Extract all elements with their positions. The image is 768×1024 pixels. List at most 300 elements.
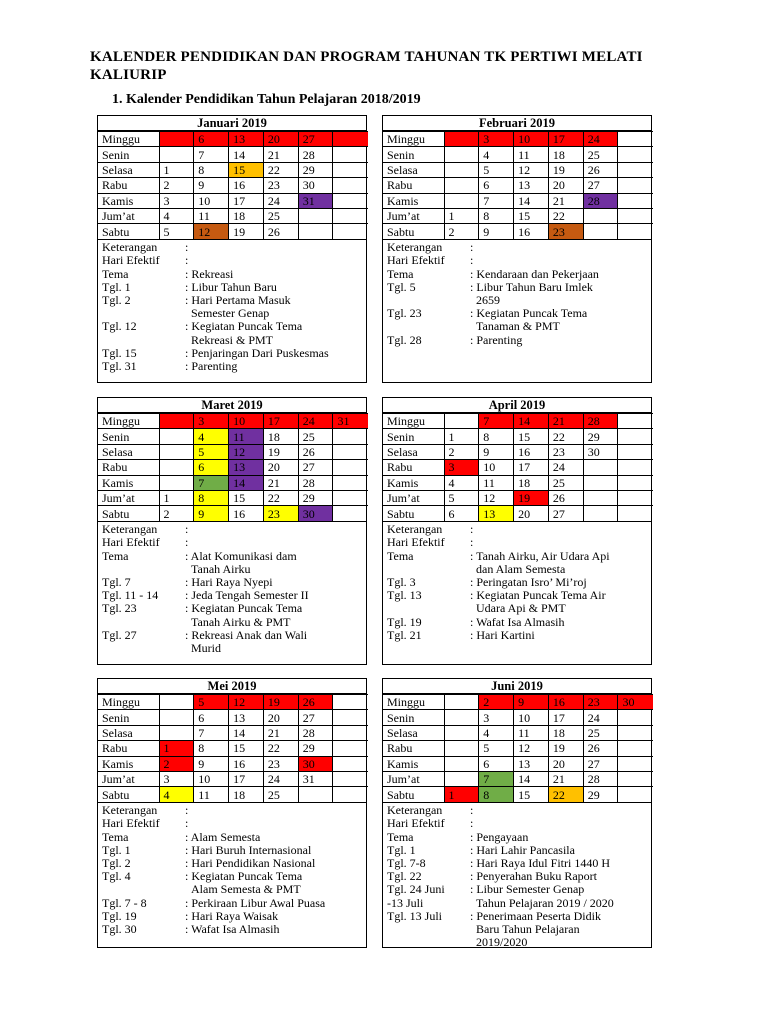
note-value: : Penyerahan Buku Raport bbox=[470, 869, 597, 884]
note-key: Tgl. 1 bbox=[387, 842, 416, 857]
date-cell: 25 bbox=[298, 429, 333, 444]
week-row bbox=[383, 725, 653, 740]
month-table bbox=[98, 413, 368, 521]
date-cell: 15 bbox=[229, 741, 264, 756]
week-row bbox=[98, 725, 368, 740]
month-table bbox=[98, 131, 368, 239]
date-cell: 26 bbox=[583, 741, 618, 756]
week-row bbox=[383, 787, 653, 802]
note-key: Keterangan bbox=[102, 240, 158, 255]
week-row bbox=[383, 178, 653, 193]
date-cell: 16 bbox=[514, 444, 549, 459]
date-cell: 28 bbox=[583, 771, 618, 786]
date-cell: 14 bbox=[514, 771, 549, 786]
note-value: : Wafat Isa Almasih bbox=[470, 614, 565, 629]
week-row bbox=[383, 414, 653, 429]
date-cell: 4 bbox=[444, 475, 479, 490]
date-cell: 14 bbox=[229, 725, 264, 740]
date-cell: 29 bbox=[298, 741, 333, 756]
week-row bbox=[98, 162, 368, 177]
note-key: Tgl. 22 bbox=[387, 869, 422, 884]
day-label: Sabtu bbox=[98, 506, 159, 521]
week-row bbox=[383, 490, 653, 505]
date-cell: 14 bbox=[514, 193, 549, 208]
date-cell: 28 bbox=[298, 147, 333, 162]
day-label: Rabu bbox=[98, 460, 159, 475]
date-cell: 24 bbox=[548, 460, 583, 475]
date-cell: 2 bbox=[479, 695, 514, 710]
note-key: Tgl. 7 - 8 bbox=[102, 895, 147, 910]
note-value: : Hari Raya Nyepi bbox=[185, 575, 273, 590]
date-cell: 26 bbox=[583, 162, 618, 177]
date-cell: 26 bbox=[263, 224, 298, 239]
day-label: Jum’at bbox=[98, 490, 159, 505]
date-cell: 5 bbox=[444, 490, 479, 505]
date-cell bbox=[159, 147, 194, 162]
day-label: Jum’at bbox=[98, 208, 159, 223]
date-cell bbox=[444, 193, 479, 208]
date-cell: 3 bbox=[479, 710, 514, 725]
date-cell bbox=[444, 178, 479, 193]
note-value: : Kegiatan Puncak Tema Tanah Airku & PMT bbox=[185, 601, 303, 629]
date-cell bbox=[333, 147, 368, 162]
date-cell: 5 bbox=[194, 444, 229, 459]
date-cell bbox=[333, 490, 368, 505]
date-cell: 1 bbox=[159, 162, 194, 177]
day-label: Senin bbox=[98, 147, 159, 162]
date-cell: 21 bbox=[263, 725, 298, 740]
date-cell: 26 bbox=[298, 444, 333, 459]
date-cell: 30 bbox=[618, 695, 653, 710]
date-cell: 20 bbox=[548, 756, 583, 771]
week-row bbox=[383, 147, 653, 162]
day-label: Rabu bbox=[383, 178, 444, 193]
note-value: : Peringatan Isro’ Mi’roj bbox=[470, 575, 587, 590]
day-label: Jum’at bbox=[383, 208, 444, 223]
date-cell: 13 bbox=[229, 132, 264, 147]
week-row bbox=[383, 756, 653, 771]
date-cell bbox=[333, 224, 368, 239]
date-cell: 29 bbox=[298, 162, 333, 177]
date-cell: 15 bbox=[229, 490, 264, 505]
note-value: : Alam Semesta bbox=[185, 829, 261, 844]
date-cell: 1 bbox=[444, 208, 479, 223]
note-value: : bbox=[470, 253, 474, 268]
day-label: Kamis bbox=[383, 756, 444, 771]
date-cell bbox=[333, 710, 368, 725]
date-cell: 20 bbox=[263, 132, 298, 147]
date-cell: 22 bbox=[263, 490, 298, 505]
day-label: Minggu bbox=[98, 695, 159, 710]
note-value: : Parenting bbox=[470, 332, 523, 347]
day-label: Selasa bbox=[383, 725, 444, 740]
month-table bbox=[383, 131, 653, 239]
date-cell: 10 bbox=[194, 771, 229, 786]
month-notes bbox=[383, 521, 651, 644]
note-key: Keterangan bbox=[387, 522, 443, 537]
note-row bbox=[387, 307, 647, 333]
note-key: Tgl. 3 bbox=[387, 575, 416, 590]
week-row bbox=[98, 475, 368, 490]
week-row bbox=[383, 429, 653, 444]
date-cell: 22 bbox=[548, 429, 583, 444]
week-row bbox=[383, 771, 653, 786]
week-row bbox=[383, 460, 653, 475]
month-calendar bbox=[382, 678, 652, 948]
date-cell bbox=[444, 741, 479, 756]
date-cell bbox=[583, 208, 618, 223]
date-cell: 10 bbox=[479, 460, 514, 475]
date-cell: 11 bbox=[229, 429, 264, 444]
note-key: Hari Efektif bbox=[102, 816, 160, 831]
day-label: Selasa bbox=[98, 725, 159, 740]
note-key: Tgl. 1 bbox=[102, 842, 131, 857]
week-row bbox=[383, 132, 653, 147]
week-row bbox=[383, 224, 653, 239]
note-key: Tgl. 28 bbox=[387, 332, 422, 347]
day-label: Senin bbox=[383, 429, 444, 444]
date-cell: 16 bbox=[514, 224, 549, 239]
date-cell: 3 bbox=[194, 414, 229, 429]
date-cell: 27 bbox=[548, 506, 583, 521]
date-cell: 13 bbox=[229, 460, 264, 475]
date-cell: 8 bbox=[479, 787, 514, 802]
date-cell: 12 bbox=[194, 224, 229, 239]
date-cell: 28 bbox=[583, 414, 618, 429]
day-label: Kamis bbox=[98, 193, 159, 208]
date-cell: 20 bbox=[548, 178, 583, 193]
date-cell: 13 bbox=[514, 178, 549, 193]
date-cell: 17 bbox=[548, 132, 583, 147]
date-cell: 3 bbox=[444, 460, 479, 475]
note-value: : bbox=[185, 803, 189, 818]
note-row bbox=[102, 923, 362, 936]
note-key: Tgl. 7-8 bbox=[387, 856, 426, 871]
date-cell: 21 bbox=[548, 771, 583, 786]
note-value: : Kendaraan dan Pekerjaan bbox=[470, 266, 599, 281]
day-label: Minggu bbox=[98, 414, 159, 429]
date-cell: 24 bbox=[583, 132, 618, 147]
date-cell bbox=[618, 710, 653, 725]
date-cell: 9 bbox=[194, 178, 229, 193]
date-cell: 27 bbox=[583, 756, 618, 771]
note-value: : Kegiatan Puncak Tema Rekreasi & PMT bbox=[185, 319, 303, 347]
note-value: : bbox=[470, 522, 474, 537]
date-cell: 13 bbox=[479, 506, 514, 521]
month-calendar bbox=[97, 678, 367, 948]
date-cell bbox=[618, 147, 653, 162]
date-cell bbox=[159, 132, 194, 147]
note-row bbox=[102, 550, 362, 576]
date-cell: 27 bbox=[298, 460, 333, 475]
date-cell: 18 bbox=[229, 208, 264, 223]
date-cell: 12 bbox=[514, 162, 549, 177]
note-key: Tgl. 31 bbox=[102, 359, 137, 374]
date-cell: 17 bbox=[548, 710, 583, 725]
note-row bbox=[387, 817, 647, 830]
note-key: Tgl. 2 bbox=[102, 856, 131, 871]
date-cell: 9 bbox=[194, 506, 229, 521]
date-cell: 22 bbox=[263, 741, 298, 756]
day-label: Selasa bbox=[98, 444, 159, 459]
note-key: Tgl. 7 bbox=[102, 575, 131, 590]
date-cell bbox=[333, 475, 368, 490]
date-cell: 29 bbox=[298, 490, 333, 505]
date-cell: 21 bbox=[548, 193, 583, 208]
date-cell: 10 bbox=[514, 710, 549, 725]
note-row bbox=[387, 281, 647, 307]
date-cell: 14 bbox=[229, 147, 264, 162]
date-cell: 4 bbox=[159, 787, 194, 802]
date-cell bbox=[618, 787, 653, 802]
date-cell: 6 bbox=[479, 756, 514, 771]
day-label: Jum’at bbox=[98, 771, 159, 786]
note-row bbox=[387, 268, 647, 281]
note-value: : bbox=[470, 535, 474, 550]
date-cell: 7 bbox=[194, 725, 229, 740]
date-cell: 22 bbox=[548, 208, 583, 223]
note-row bbox=[102, 831, 362, 844]
note-row bbox=[387, 629, 647, 642]
date-cell: 18 bbox=[514, 475, 549, 490]
note-row bbox=[102, 897, 362, 910]
week-row bbox=[98, 771, 368, 786]
note-value: : Wafat Isa Almasih bbox=[185, 922, 280, 937]
note-key: Tgl. 5 bbox=[387, 279, 416, 294]
day-label: Selasa bbox=[98, 162, 159, 177]
note-value: : Penjaringan Dari Puskesmas bbox=[185, 345, 329, 360]
note-key: Tgl. 2 bbox=[102, 293, 131, 308]
day-label: Minggu bbox=[98, 132, 159, 147]
note-row bbox=[387, 536, 647, 549]
day-label: Sabtu bbox=[383, 787, 444, 802]
note-row bbox=[387, 254, 647, 267]
date-cell: 17 bbox=[229, 193, 264, 208]
date-cell: 11 bbox=[194, 787, 229, 802]
date-cell: 8 bbox=[194, 490, 229, 505]
note-key: Tema bbox=[387, 829, 414, 844]
week-row bbox=[98, 444, 368, 459]
note-key: Keterangan bbox=[387, 240, 443, 255]
note-row bbox=[102, 629, 362, 655]
note-row bbox=[102, 817, 362, 830]
date-cell: 2 bbox=[159, 178, 194, 193]
day-label: Minggu bbox=[383, 132, 444, 147]
date-cell: 22 bbox=[263, 162, 298, 177]
date-cell: 16 bbox=[229, 178, 264, 193]
month-notes bbox=[383, 802, 651, 951]
note-value: : bbox=[470, 816, 474, 831]
week-row bbox=[98, 429, 368, 444]
date-cell bbox=[333, 208, 368, 223]
week-row bbox=[98, 147, 368, 162]
note-value: : Hari Kartini bbox=[470, 627, 535, 642]
note-key: Tgl. 23 bbox=[387, 306, 422, 321]
date-cell bbox=[583, 506, 618, 521]
week-row bbox=[383, 506, 653, 521]
date-cell: 26 bbox=[298, 695, 333, 710]
week-row bbox=[98, 787, 368, 802]
note-value: : Perkiraan Libur Awal Puasa bbox=[185, 895, 326, 910]
date-cell bbox=[618, 475, 653, 490]
date-cell: 9 bbox=[514, 695, 549, 710]
note-key: Tgl. 19 bbox=[102, 908, 137, 923]
date-cell: 5 bbox=[194, 695, 229, 710]
date-cell bbox=[159, 444, 194, 459]
date-cell bbox=[444, 756, 479, 771]
date-cell: 26 bbox=[548, 490, 583, 505]
date-cell: 8 bbox=[194, 741, 229, 756]
date-cell bbox=[159, 710, 194, 725]
date-cell bbox=[444, 771, 479, 786]
date-cell: 23 bbox=[263, 506, 298, 521]
month-table bbox=[383, 413, 653, 521]
week-row bbox=[98, 710, 368, 725]
date-cell bbox=[298, 224, 333, 239]
note-value: : Rekreasi bbox=[185, 266, 234, 281]
month-notes bbox=[98, 521, 366, 657]
note-key: Tgl. 12 bbox=[102, 319, 137, 334]
day-label: Sabtu bbox=[98, 224, 159, 239]
note-value: : bbox=[470, 240, 474, 255]
note-key: Tgl. 15 bbox=[102, 345, 137, 360]
date-cell: 15 bbox=[514, 787, 549, 802]
month-title: Mei 2019 bbox=[98, 679, 366, 694]
week-row bbox=[383, 193, 653, 208]
month-notes bbox=[98, 802, 366, 938]
date-cell bbox=[618, 132, 653, 147]
date-cell bbox=[159, 414, 194, 429]
date-cell: 14 bbox=[514, 414, 549, 429]
note-value: : Hari Raya Waisak bbox=[185, 908, 279, 923]
day-label: Senin bbox=[383, 147, 444, 162]
date-cell: 23 bbox=[263, 756, 298, 771]
date-cell bbox=[333, 460, 368, 475]
date-cell bbox=[333, 193, 368, 208]
date-cell: 31 bbox=[333, 414, 368, 429]
date-cell: 11 bbox=[514, 725, 549, 740]
note-value: : bbox=[185, 240, 189, 255]
week-row bbox=[98, 506, 368, 521]
date-cell: 20 bbox=[514, 506, 549, 521]
day-label: Rabu bbox=[98, 178, 159, 193]
note-value: : Hari Pendidikan Nasional bbox=[185, 856, 316, 871]
date-cell: 6 bbox=[444, 506, 479, 521]
note-key: Keterangan bbox=[387, 803, 443, 818]
day-label: Minggu bbox=[383, 414, 444, 429]
date-cell: 14 bbox=[229, 475, 264, 490]
date-cell bbox=[583, 475, 618, 490]
date-cell bbox=[444, 414, 479, 429]
date-cell bbox=[618, 224, 653, 239]
date-cell bbox=[333, 429, 368, 444]
day-label: Jum’at bbox=[383, 490, 444, 505]
month-title: Februari 2019 bbox=[383, 116, 651, 131]
date-cell: 20 bbox=[263, 460, 298, 475]
day-label: Selasa bbox=[383, 162, 444, 177]
week-row bbox=[98, 208, 368, 223]
date-cell: 12 bbox=[514, 741, 549, 756]
date-cell bbox=[444, 147, 479, 162]
note-key: -13 Juli bbox=[387, 895, 424, 910]
day-label: Jum’at bbox=[383, 771, 444, 786]
date-cell bbox=[298, 208, 333, 223]
date-cell: 24 bbox=[263, 771, 298, 786]
date-cell: 10 bbox=[229, 414, 264, 429]
note-key: Tema bbox=[102, 548, 129, 563]
date-cell: 19 bbox=[548, 162, 583, 177]
note-key: Tema bbox=[102, 266, 129, 281]
day-label: Senin bbox=[98, 429, 159, 444]
date-cell bbox=[618, 178, 653, 193]
week-row bbox=[98, 132, 368, 147]
date-cell: 31 bbox=[298, 771, 333, 786]
note-row bbox=[102, 870, 362, 896]
note-row bbox=[387, 334, 647, 347]
note-key: Tgl. 27 bbox=[102, 627, 137, 642]
date-cell: 31 bbox=[298, 193, 333, 208]
date-cell: 2 bbox=[444, 224, 479, 239]
month-calendar bbox=[97, 397, 367, 665]
month-table bbox=[383, 694, 653, 802]
date-cell bbox=[618, 162, 653, 177]
day-label: Kamis bbox=[98, 756, 159, 771]
note-key: Tema bbox=[387, 548, 414, 563]
date-cell: 7 bbox=[194, 475, 229, 490]
date-cell: 8 bbox=[194, 162, 229, 177]
document-title: KALENDER PENDIDIKAN DAN PROGRAM TAHUNAN TK PERTIWI MELATI KALIURIP bbox=[90, 49, 643, 83]
week-row bbox=[98, 756, 368, 771]
week-row bbox=[383, 475, 653, 490]
date-cell: 4 bbox=[479, 147, 514, 162]
week-row bbox=[98, 460, 368, 475]
note-key: Tgl. 1 bbox=[102, 279, 131, 294]
date-cell bbox=[444, 725, 479, 740]
date-cell bbox=[618, 193, 653, 208]
date-cell: 13 bbox=[229, 710, 264, 725]
date-cell: 16 bbox=[548, 695, 583, 710]
week-row bbox=[383, 710, 653, 725]
date-cell: 18 bbox=[548, 147, 583, 162]
note-key: Tgl. 30 bbox=[102, 922, 137, 937]
date-cell bbox=[159, 429, 194, 444]
date-cell: 18 bbox=[548, 725, 583, 740]
date-cell: 24 bbox=[298, 414, 333, 429]
date-cell: 27 bbox=[583, 178, 618, 193]
day-label: Sabtu bbox=[383, 224, 444, 239]
week-row bbox=[383, 162, 653, 177]
date-cell: 28 bbox=[298, 475, 333, 490]
week-row bbox=[98, 695, 368, 710]
note-value: : Tanah Airku, Air Udara Api dan Alam Semesta bbox=[470, 548, 610, 576]
date-cell bbox=[618, 490, 653, 505]
date-cell: 6 bbox=[194, 132, 229, 147]
date-cell: 13 bbox=[514, 756, 549, 771]
date-cell: 17 bbox=[263, 414, 298, 429]
date-cell: 1 bbox=[444, 429, 479, 444]
date-cell: 17 bbox=[229, 771, 264, 786]
note-row bbox=[387, 897, 647, 910]
note-key: Tgl. 13 bbox=[387, 588, 422, 603]
date-cell: 4 bbox=[194, 429, 229, 444]
note-row bbox=[102, 536, 362, 549]
date-cell bbox=[618, 725, 653, 740]
note-value: : Kegiatan Puncak Tema Tanaman & PMT bbox=[470, 306, 588, 334]
date-cell: 8 bbox=[479, 429, 514, 444]
date-cell: 5 bbox=[479, 741, 514, 756]
date-cell: 28 bbox=[298, 725, 333, 740]
date-cell: 21 bbox=[263, 147, 298, 162]
